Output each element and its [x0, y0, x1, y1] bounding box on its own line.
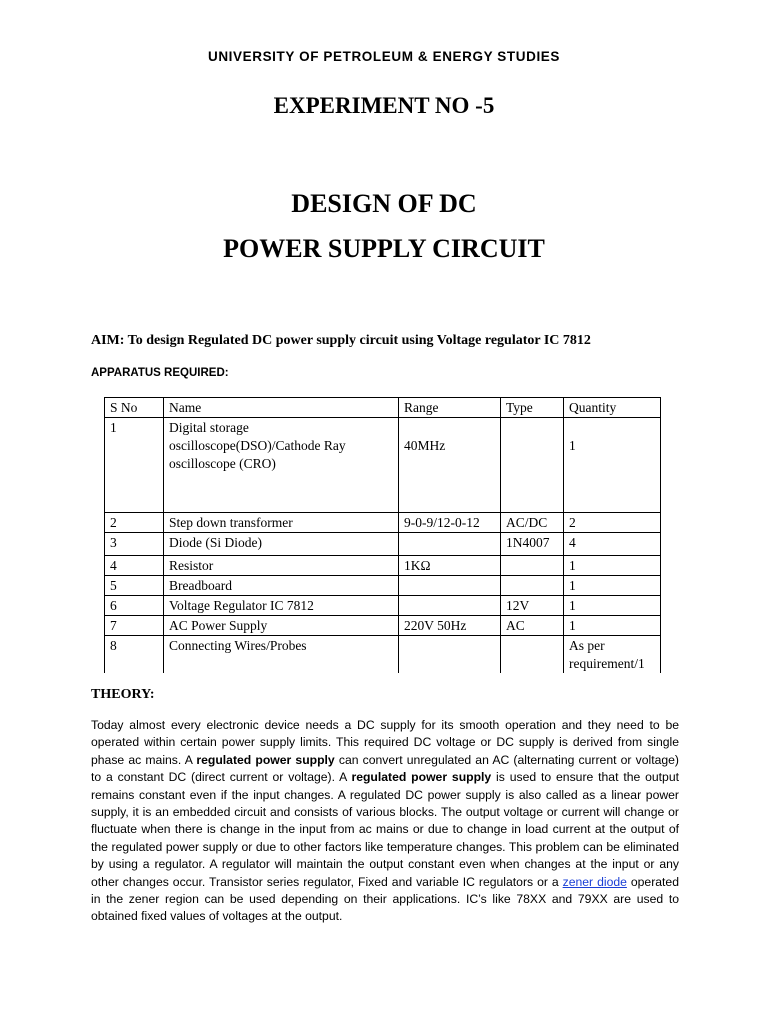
- table-cell: 1KΩ: [399, 556, 501, 576]
- table-cell: Breadboard: [164, 576, 399, 596]
- table-cell: Step down transformer: [164, 513, 399, 533]
- experiment-number: EXPERIMENT NO -5: [273, 93, 495, 118]
- table-row: [105, 596, 661, 616]
- table-cell: Diode (Si Diode): [164, 533, 399, 556]
- table-cell: 12V: [501, 596, 564, 616]
- table-row: [105, 576, 661, 596]
- table-row: [105, 616, 661, 636]
- header-cell: Type: [501, 398, 564, 418]
- table-cell: AC/DC: [501, 513, 564, 533]
- table-row: [105, 636, 661, 674]
- table-cell: AC Power Supply: [164, 616, 399, 636]
- table-cell: [501, 556, 564, 576]
- theory-text: operated in the zener region can be used depending on their applications. IC’s like 78XX and 79XX are used to obtained fixed values of voltages at the output.: [91, 874, 679, 924]
- table-cell: 1: [564, 596, 661, 616]
- table-cell: 1N4007: [501, 533, 564, 556]
- table-cell: 220V 50Hz: [399, 616, 501, 636]
- table-cell: 1: [564, 616, 661, 636]
- theory-paragraph: [91, 717, 679, 926]
- theory-heading: THEORY:: [91, 687, 155, 702]
- table-row: [105, 418, 661, 513]
- zener-diode-link[interactable]: zener diode: [562, 874, 627, 889]
- title-line-1: DESIGN OF DC: [291, 189, 477, 218]
- table-cell: Digital storage oscilloscope(DSO)/Cathode Ray oscilloscope (CRO): [164, 418, 399, 513]
- table-cell: 7: [105, 616, 164, 636]
- theory-text: Today almost every electronic device needs a DC supply for its smooth operation and they need to be operated within certain power supply limits. This required DC voltage or DC supply is derived from single phase ac mains. A: [91, 718, 679, 767]
- theory-text: is used to ensure that the output remains constant even if the input changes. A regulated DC power supply is also called as a linear power supply, it is an embedded circuit and consists of various blocks. The output voltage or current will change or fluctuate when there is change in the input from ac mains or due to change in load current at the output of the regulated power supply or due to other factors like temperature changes. This problem can be eliminated by using a regulator. A regulator will maintain the output constant even when changes at the input or any other changes occur. Transistor series regulator, Fixed and variable IC regulators or a: [91, 770, 679, 889]
- header-cell: Name: [164, 398, 399, 418]
- table-cell: 5: [105, 576, 164, 596]
- table-cell: 40MHz: [399, 418, 501, 513]
- table-cell: 1: [105, 418, 164, 513]
- table-cell: 4: [564, 533, 661, 556]
- table-cell: [501, 576, 564, 596]
- table-cell: [399, 576, 501, 596]
- table-cell: 1: [564, 418, 661, 513]
- table-row: [105, 513, 661, 533]
- table-cell: 1: [564, 556, 661, 576]
- header-cell: Quantity: [564, 398, 661, 418]
- table-row: [105, 533, 661, 556]
- table-cell: 2: [564, 513, 661, 533]
- header-cell: Range: [399, 398, 501, 418]
- theory-text: can convert unregulated an AC (alternating current or voltage) to a constant DC (direct current or voltage). A: [91, 752, 679, 785]
- table-cell: [501, 418, 564, 513]
- apparatus-table: [104, 397, 661, 673]
- apparatus-heading: APPARATUS REQUIRED:: [91, 367, 229, 379]
- table-cell: 4: [105, 556, 164, 576]
- table-cell: AC: [501, 616, 564, 636]
- table-cell: 3: [105, 533, 164, 556]
- bold-term: regulated power supply: [351, 770, 492, 785]
- table-cell: 9-0-9/12-0-12: [399, 513, 501, 533]
- table-cell: 2: [105, 513, 164, 533]
- aim-statement: AIM: To design Regulated DC power supply circuit using Voltage regulator IC 7812: [91, 333, 591, 348]
- table-cell: Resistor: [164, 556, 399, 576]
- table-cell: [399, 636, 501, 674]
- table-cell: [501, 636, 564, 674]
- table-row: [105, 556, 661, 576]
- table-cell: 1: [564, 576, 661, 596]
- table-cell: As per requirement/1: [564, 636, 661, 674]
- table-cell: Voltage Regulator IC 7812: [164, 596, 399, 616]
- table-cell: 6: [105, 596, 164, 616]
- table-header-row: [105, 398, 661, 418]
- bold-term: regulated power supply: [196, 752, 335, 767]
- table-cell: 8: [105, 636, 164, 674]
- table-cell: [399, 596, 501, 616]
- title-line-2: POWER SUPPLY CIRCUIT: [223, 234, 545, 263]
- university-name: UNIVERSITY OF PETROLEUM & ENERGY STUDIES: [207, 49, 561, 64]
- table-cell: Connecting Wires/Probes: [164, 636, 399, 674]
- header-cell: S No: [105, 398, 164, 418]
- table-cell: [399, 533, 501, 556]
